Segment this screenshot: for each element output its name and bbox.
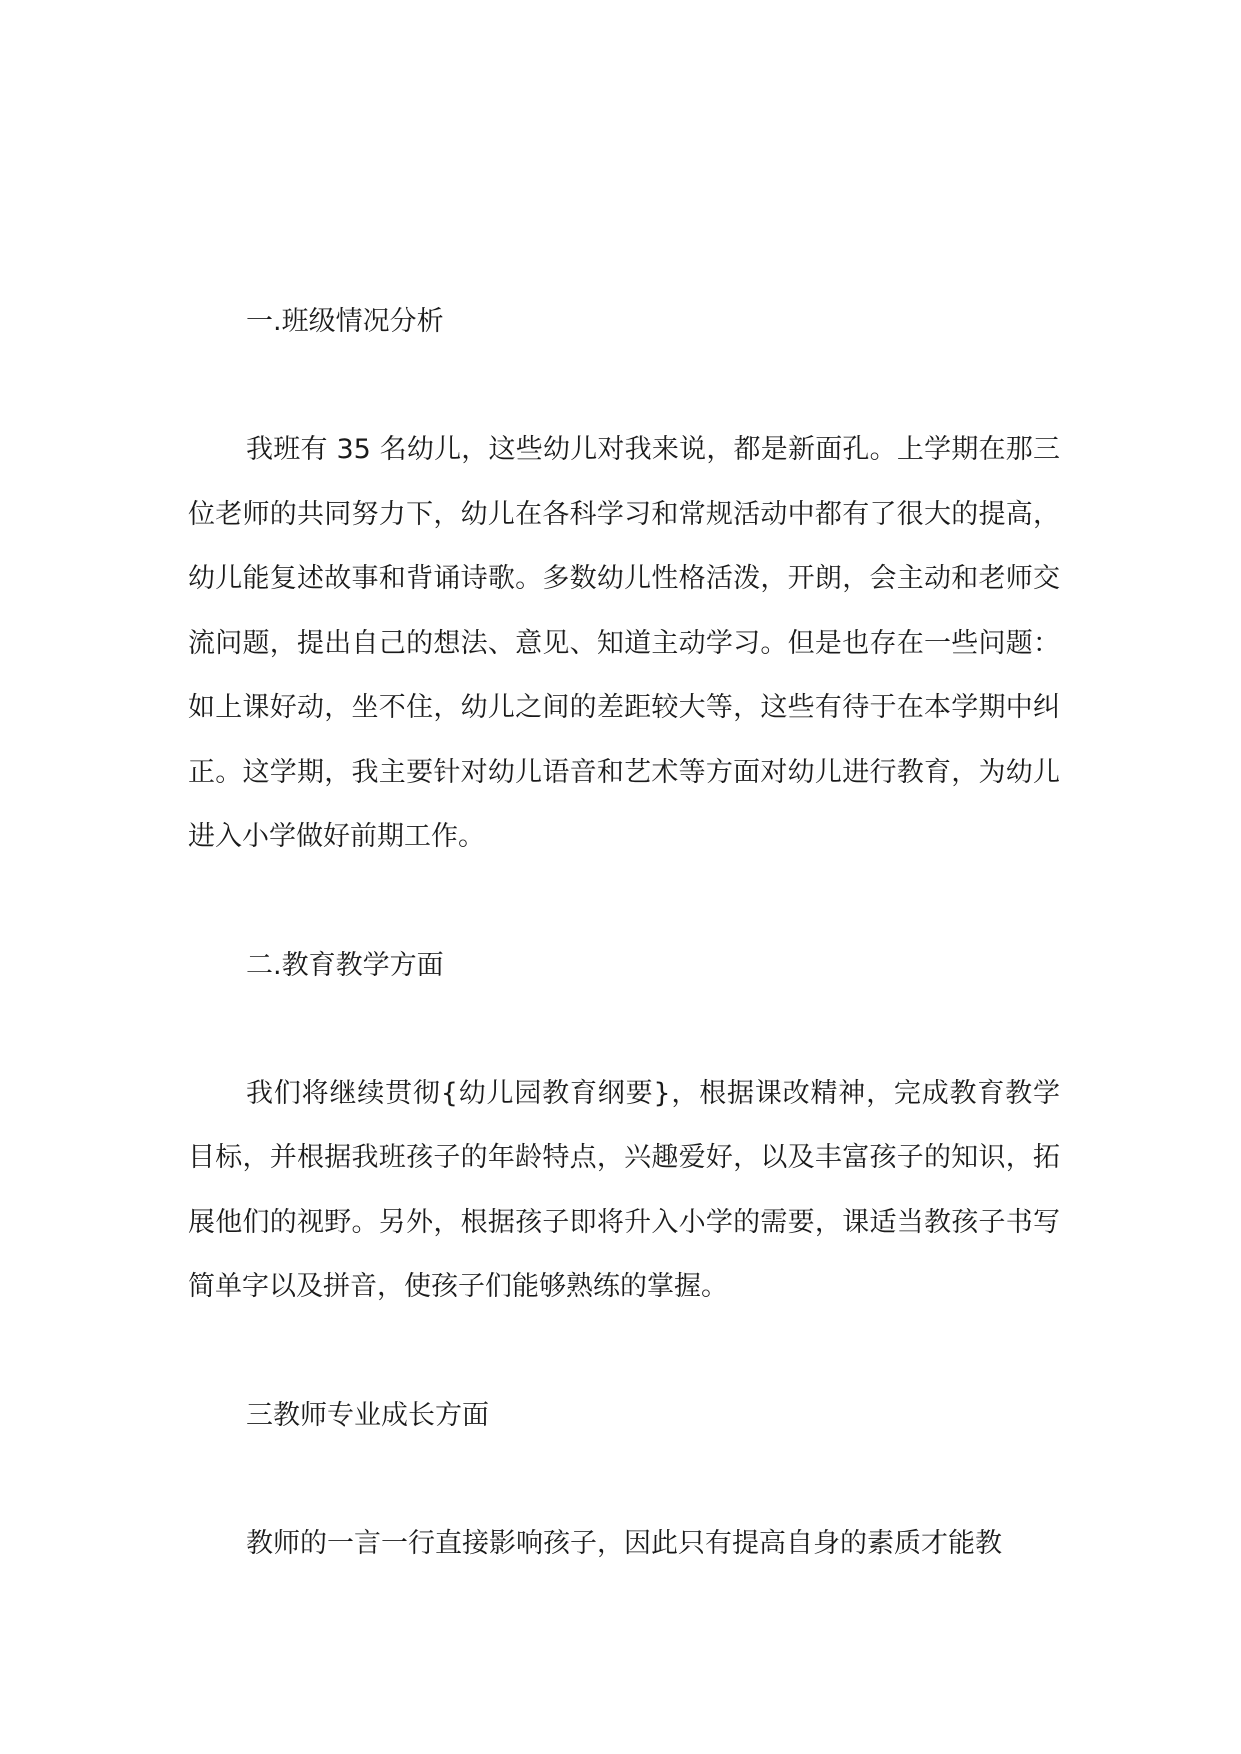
document-body (188, 290, 1060, 1576)
section-heading-teaching: 二.教育教学方面 (246, 949, 444, 981)
section-heading-teacher-growth: 三教师专业成长方面 (246, 1399, 489, 1431)
section-paragraph-teacher-growth: 教师的一言一行直接影响孩子，因此只有提高自身的素质才能教 (246, 1527, 1002, 1559)
section-heading-class-analysis: 一.班级情况分析 (246, 306, 444, 337)
section-paragraph-teaching: 我们将继续贯彻{幼儿园教育纲要}，根据课改精神，完成教育教学目标，并根据我班孩子的年龄特点，兴趣爱好，以及丰富孩子的知识，拓展他们的视野。另外，根据孩子即将升入小学的需要，课适当教孩子书写简单字以及拼音，使孩子们能够熟练的掌握。 (188, 1077, 1060, 1302)
section-paragraph-class-analysis: 我班有 35 名幼儿，这些幼儿对我来说，都是新面孔。上学期在那三位老师的共同努力下，幼儿在各科学习和常规活动中都有了很大的提高，幼儿能复述故事和背诵诗歌。多数幼儿性格活泼，开朗，会主动和老师交流问题，提出自己的想法、意见、知道主动学习。但是也存在一些问题：如上课好动，坐不住，幼儿之间的差距较大等，这些有待于在本学期中纠正。这学期，我主要针对幼儿语音和艺术等方面对幼儿进行教育，为幼儿进入小学做好前期工作。 (188, 434, 1060, 852)
